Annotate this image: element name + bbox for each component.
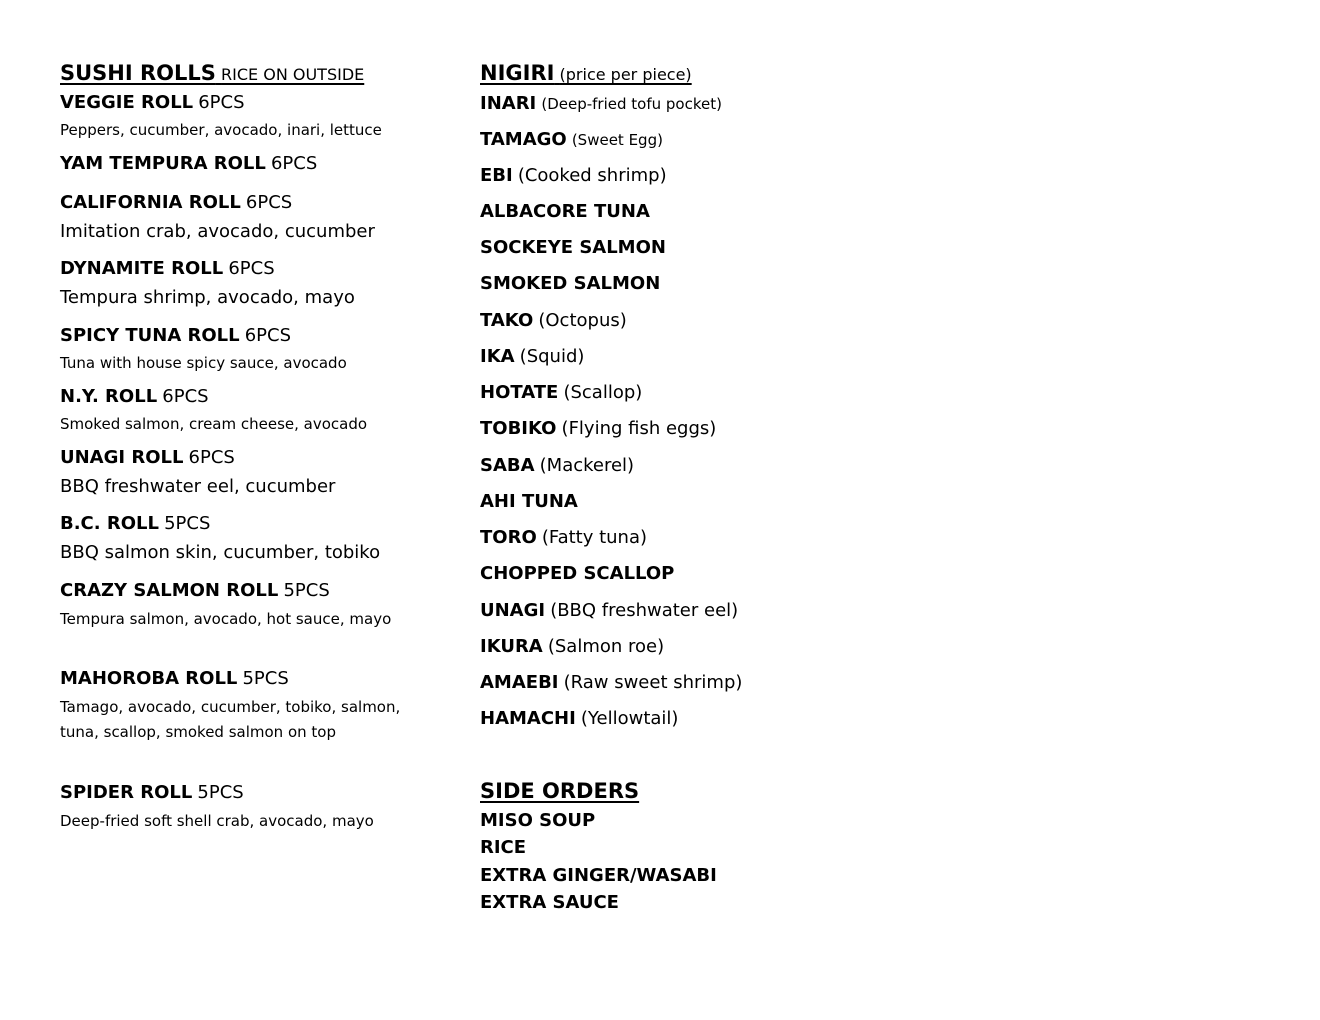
nigiri-name: HOTATE	[480, 382, 559, 403]
roll-desc: Smoked salmon, cream cheese, avocado	[60, 415, 368, 433]
roll-bc	[60, 513, 210, 534]
nigiri-item	[480, 165, 667, 186]
nigiri-note: (Deep-fried tofu pocket)	[541, 95, 722, 113]
nigiri-item	[480, 672, 742, 693]
nigiri-note: (Octopus)	[538, 310, 627, 331]
nigiri-note: (Sweet Egg)	[571, 131, 663, 149]
nigiri-name: HAMACHI	[480, 708, 576, 729]
nigiri-item	[480, 310, 627, 331]
nigiri-name: SOCKEYE SALMON	[480, 237, 666, 258]
nigiri-item	[480, 527, 647, 548]
nigiri-item	[480, 418, 716, 439]
roll-qty: 5PCS	[197, 782, 244, 803]
nigiri-name: ALBACORE TUNA	[480, 201, 650, 222]
nigiri-name: EBI	[480, 165, 513, 186]
side-order-item	[480, 837, 526, 858]
roll-name: N.Y. ROLL	[60, 386, 158, 407]
nigiri-item	[480, 237, 666, 258]
nigiri-item	[480, 491, 578, 512]
side-order-item	[480, 892, 619, 913]
roll-qty: 6PCS	[245, 192, 293, 213]
nigiri-name: TORO	[480, 527, 537, 548]
roll-mahoroba	[60, 668, 289, 689]
roll-desc: Tamago, avocado, cucumber, tobiko, salmon, tuna, scallop, smoked salmon on top	[60, 698, 401, 741]
nigiri-item	[480, 382, 642, 403]
roll-qty: 6PCS	[188, 447, 235, 468]
side-order-name: MISO SOUP	[480, 810, 596, 831]
roll-desc: BBQ freshwater eel, cucumber	[60, 476, 336, 497]
nigiri-subtitle: (price per piece)	[559, 65, 692, 84]
nigiri-item	[480, 273, 660, 294]
roll-name: MAHOROBA ROLL	[60, 668, 238, 689]
side-order-item	[480, 865, 717, 886]
nigiri-note: (Flying fish eggs)	[561, 418, 717, 439]
sushi-rolls-subtitle: RICE ON OUTSIDE	[221, 65, 365, 84]
roll-desc: Tempura shrimp, avocado, mayo	[60, 287, 355, 308]
nigiri-name: SABA	[480, 455, 535, 476]
side-order-name: EXTRA SAUCE	[480, 892, 619, 913]
roll-unagi	[60, 447, 235, 468]
nigiri-note: (Scallop)	[563, 382, 643, 403]
roll-qty: 5PCS	[242, 668, 289, 689]
roll-desc: Peppers, cucumber, avocado, inari, lettuce	[60, 121, 382, 139]
roll-name: SPICY TUNA ROLL	[60, 325, 240, 346]
nigiri-name: AMAEBI	[480, 672, 559, 693]
nigiri-note: (Cooked shrimp)	[517, 165, 667, 186]
roll-name: CALIFORNIA ROLL	[60, 192, 241, 213]
roll-name: YAM TEMPURA ROLL	[60, 153, 266, 174]
roll-desc: Tempura salmon, avocado, hot sauce, mayo	[60, 610, 392, 628]
nigiri-name: TAKO	[480, 310, 534, 331]
nigiri-name: SMOKED SALMON	[480, 273, 661, 294]
side-orders-heading	[480, 779, 639, 803]
roll-desc: BBQ salmon skin, cucumber, tobiko	[60, 542, 381, 563]
nigiri-note: (Raw sweet shrimp)	[563, 672, 743, 693]
roll-name: VEGGIE ROLL	[60, 92, 194, 113]
nigiri-item	[480, 600, 738, 621]
nigiri-item	[480, 346, 584, 367]
roll-qty: 6PCS	[162, 386, 209, 407]
nigiri-name: IKURA	[480, 636, 543, 657]
nigiri-name: UNAGI	[480, 600, 546, 621]
nigiri-name: TAMAGO	[480, 129, 567, 150]
roll-spider	[60, 782, 244, 803]
nigiri-item	[480, 563, 674, 584]
roll-qty: 5PCS	[164, 513, 211, 534]
nigiri-name: INARI	[480, 93, 537, 114]
nigiri-note: (Squid)	[519, 346, 585, 367]
nigiri-heading	[480, 61, 692, 85]
nigiri-name: IKA	[480, 346, 515, 367]
roll-spicy-tuna	[60, 325, 291, 346]
nigiri-note: (Fatty tuna)	[541, 527, 648, 548]
roll-qty: 6PCS	[228, 258, 275, 279]
nigiri-item	[480, 708, 678, 729]
nigiri-note: (Mackerel)	[539, 455, 635, 476]
roll-name: DYNAMITE ROLL	[60, 258, 224, 279]
sushi-rolls-title: SUSHI ROLLS	[60, 61, 216, 85]
nigiri-note: (Yellowtail)	[580, 708, 679, 729]
nigiri-note: (Salmon roe)	[547, 636, 665, 657]
side-order-item	[480, 810, 595, 831]
roll-name: SPIDER ROLL	[60, 782, 193, 803]
roll-ny	[60, 386, 209, 407]
nigiri-name: TOBIKO	[480, 418, 557, 439]
roll-desc: Imitation crab, avocado, cucumber	[60, 221, 375, 242]
nigiri-item	[480, 129, 663, 150]
roll-veggie	[60, 92, 245, 113]
nigiri-title: NIGIRI	[480, 61, 555, 85]
roll-name: B.C. ROLL	[60, 513, 159, 534]
nigiri-name: AHI TUNA	[480, 491, 578, 512]
roll-desc: Deep-fried soft shell crab, avocado, mayo	[60, 812, 374, 830]
roll-dynamite	[60, 258, 275, 279]
roll-qty: 6PCS	[270, 153, 318, 174]
side-orders-title: SIDE ORDERS	[480, 779, 640, 803]
nigiri-item	[480, 93, 722, 114]
roll-name: CRAZY SALMON ROLL	[60, 580, 279, 601]
nigiri-item	[480, 201, 650, 222]
sushi-rolls-heading	[60, 61, 364, 85]
roll-qty: 6PCS	[244, 325, 292, 346]
roll-california	[60, 192, 292, 213]
nigiri-item	[480, 636, 664, 657]
roll-crazy-salmon	[60, 580, 330, 601]
side-order-name: EXTRA GINGER/WASABI	[480, 865, 717, 886]
roll-yam-tempura	[60, 153, 317, 174]
nigiri-name: CHOPPED SCALLOP	[480, 563, 675, 584]
roll-qty: 6PCS	[198, 92, 245, 113]
nigiri-item	[480, 455, 634, 476]
side-order-name: RICE	[480, 837, 527, 858]
nigiri-note: (BBQ freshwater eel)	[550, 600, 739, 621]
roll-qty: 5PCS	[283, 580, 330, 601]
roll-desc: Tuna with house spicy sauce, avocado	[60, 354, 347, 372]
roll-name: UNAGI ROLL	[60, 447, 184, 468]
